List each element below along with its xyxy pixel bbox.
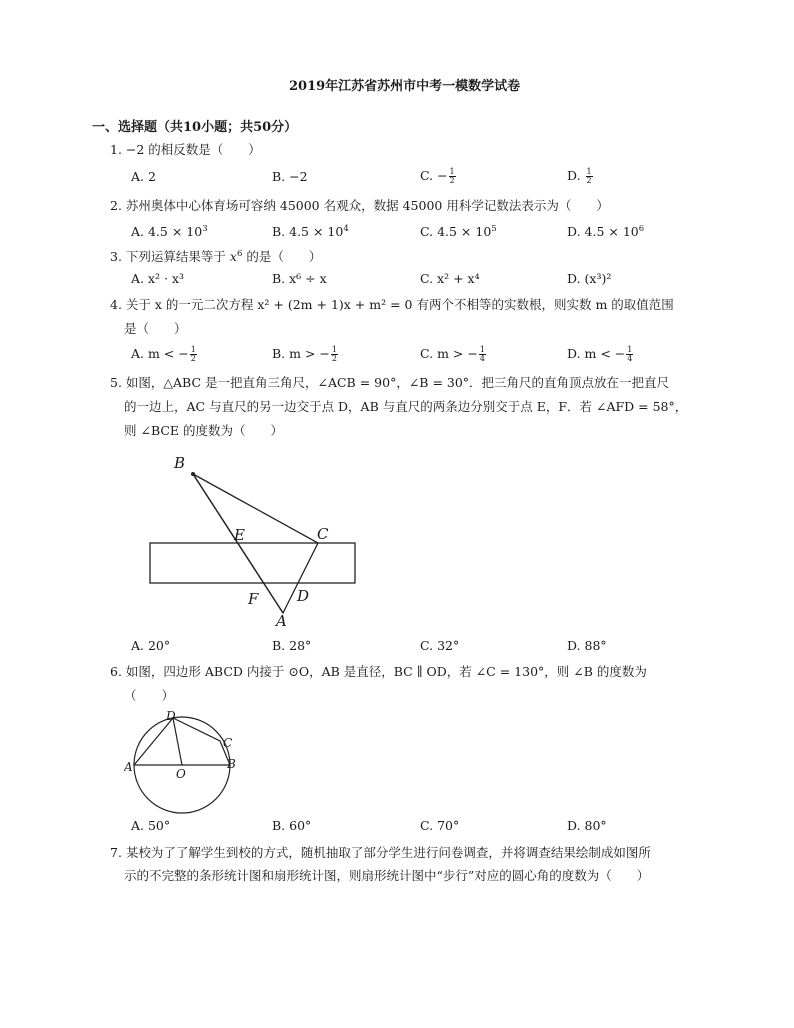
question-7-line-1: 7. 某校为了了解学生到校的方式，随机抽取了部分学生进行问卷调查，并将调查结果绘制成如图所 — [110, 845, 651, 860]
frac-numerator: 1 — [586, 167, 592, 176]
q1-option-d-label: D. — [567, 168, 585, 183]
quadrilateral-sides — [134, 718, 233, 765]
q1-option-c — [420, 166, 457, 186]
frac-denominator: 2 — [449, 176, 455, 185]
frac-denominator: 4 — [627, 354, 633, 363]
q5-option-b: B. 28° — [272, 638, 312, 653]
q4-option-d-label: D. m < − — [567, 346, 626, 361]
q5-option-d: D. 88° — [567, 638, 607, 653]
question-2-stem: 2. 苏州奥体中心体育场可容纳 45000 名观众，数据 45000 用科学记数法表示为（ ） — [110, 198, 609, 213]
frac-numerator: 1 — [331, 345, 337, 354]
section-heading: 一、选择题（共10小题；共50分） — [92, 120, 298, 135]
q4-option-a-fraction — [190, 346, 197, 363]
question-5-line-1: 5. 如图，△ABC 是一把直角三角尺，∠ACB = 90°，∠B = 30°．把三角尺的直角顶点放在一把直尺 — [110, 375, 670, 390]
q4-option-a — [131, 344, 198, 364]
q3-option-a: A. x² · x³ — [131, 271, 185, 286]
q2-option-c — [420, 219, 497, 242]
question-1-stem: 1. −2 的相反数是（ ） — [110, 142, 261, 157]
question-7-line-2: 示的不完整的条形统计图和扇形统计图，则扇形统计图中“步行”对应的圆心角的度数为（ ） — [124, 868, 650, 883]
q5-option-a: A. 20° — [131, 638, 171, 653]
q4-option-b — [272, 344, 339, 364]
frac-numerator: 1 — [479, 345, 485, 354]
q3-stem-var: x — [229, 249, 237, 265]
q1-option-a: A. 2 — [131, 169, 156, 184]
q3-stem-exp: 6 — [236, 249, 243, 259]
q5-figure — [140, 448, 370, 630]
point-b-dot — [191, 472, 195, 476]
question-6-line-1: 6. 如图，四边形 ABCD 内接于 ⊙O，AB 是直径，BC ∥ OD，若 ∠C = 130°，则 ∠B 的度数为 — [110, 664, 647, 679]
q1-option-c-label: C. − — [420, 168, 448, 183]
label-c: C — [317, 525, 329, 543]
q2-option-b — [272, 219, 349, 242]
frac-denominator: 4 — [479, 354, 485, 363]
q3-stem-pre: 3. 下列运算结果等于 — [110, 249, 230, 265]
q2-option-a — [131, 219, 208, 242]
q2-option-b-base: B. 4.5 × 10 — [272, 224, 344, 240]
q6-option-d: D. 80° — [567, 818, 607, 833]
label-d: D — [166, 709, 176, 723]
question-5-line-3: 则 ∠BCE 的度数为（ ） — [124, 423, 284, 438]
ruler — [150, 543, 355, 583]
q4-option-a-label: A. m < − — [131, 346, 189, 361]
q1-option-c-fraction — [449, 168, 456, 185]
q4-option-d — [567, 344, 634, 364]
q2-option-a-exponent: 3 — [202, 224, 208, 234]
q2-option-b-exponent: 4 — [343, 224, 349, 234]
label-a: A — [276, 612, 287, 630]
q4-option-d-fraction — [626, 346, 633, 363]
frac-denominator: 2 — [586, 176, 592, 185]
q3-option-b: B. x⁶ ÷ x — [272, 271, 327, 286]
label-b: B — [174, 454, 186, 472]
label-c: C — [223, 736, 233, 750]
question-3-stem — [110, 244, 321, 267]
q4-option-c-fraction — [479, 346, 486, 363]
q2-option-a-base: A. 4.5 × 10 — [131, 224, 203, 240]
q2-option-d-exponent: 6 — [638, 224, 645, 234]
q3-option-d: D. (x³)² — [567, 271, 612, 286]
q1-option-b: B. −2 — [272, 169, 308, 184]
q5-option-c: C. 32° — [420, 638, 460, 653]
label-a: A — [124, 760, 133, 774]
q4-option-b-fraction — [331, 346, 338, 363]
q6-option-a: A. 50° — [131, 818, 171, 833]
label-e: E — [234, 526, 245, 544]
frac-numerator: 1 — [627, 345, 633, 354]
q6-option-c: C. 70° — [420, 818, 460, 833]
q3-stem-post: 的是（ ） — [242, 249, 322, 265]
question-6-line-2: （ ） — [124, 688, 175, 703]
label-f: F — [248, 590, 259, 608]
q4-option-c — [420, 344, 487, 364]
label-o: O — [176, 767, 186, 781]
label-d: D — [297, 587, 310, 605]
segment-od — [173, 718, 182, 765]
q1-option-d-fraction — [586, 168, 593, 185]
q2-option-d-base: D. 4.5 × 10 — [567, 224, 639, 240]
frac-numerator: 1 — [190, 345, 196, 354]
q4-option-c-label: C. m > − — [420, 346, 478, 361]
frac-denominator: 2 — [190, 354, 196, 363]
page-title: 2019年江苏省苏州市中考一模数学试卷 — [289, 79, 521, 94]
question-4-line-2: 是（ ） — [124, 321, 187, 336]
q2-option-c-base: C. 4.5 × 10 — [420, 224, 492, 240]
label-b: B — [227, 757, 236, 771]
q1-option-d — [567, 166, 594, 186]
frac-denominator: 2 — [331, 354, 337, 363]
q6-option-b: B. 60° — [272, 818, 312, 833]
frac-numerator: 1 — [449, 167, 455, 176]
question-4-line-1: 4. 关于 x 的一元二次方程 x² + (2m + 1)x + m² = 0 有两个不相等的实数根，则实数 m 的取值范围 — [110, 297, 674, 312]
q2-option-d — [567, 219, 644, 242]
q2-option-c-exponent: 5 — [491, 224, 497, 234]
question-5-line-2: 的一边上，AC 与直尺的另一边交于点 D，AB 与直尺的两条边分别交于点 E，F．若 ∠AFD = 58°， — [124, 399, 688, 414]
q3-option-c: C. x² + x⁴ — [420, 271, 480, 286]
q4-option-b-label: B. m > − — [272, 346, 330, 361]
q6-figure — [124, 708, 244, 820]
